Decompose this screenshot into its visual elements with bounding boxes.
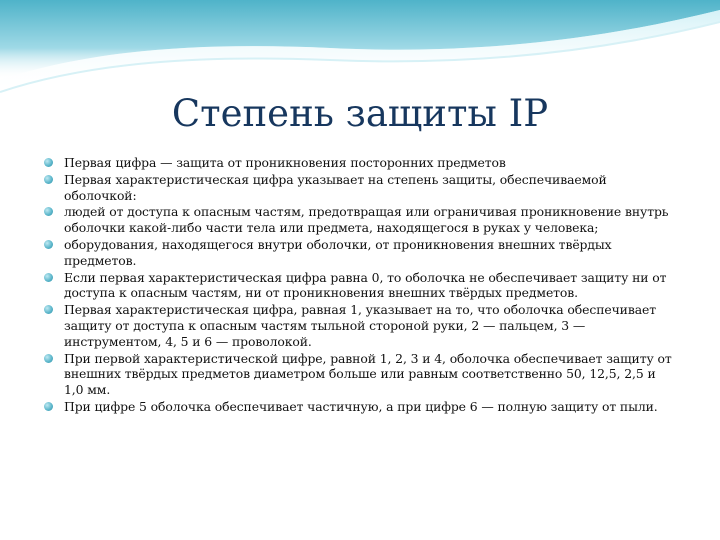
list-item-text: оборудования, находящегося внутри оболочки, от проникновения внешних твёрдых предметов. — [64, 236, 612, 268]
list-item-text: людей от доступа к опасным частям, предотвращая или ограничивая проникновение внутрь оболочки какой-либо части тела или предмета, находящегося в руках у человека; — [64, 204, 669, 236]
list-item — [42, 237, 672, 269]
list-item — [42, 155, 672, 171]
list-item-text: При цифре 5 оболочка обеспечивает частичную, а при цифре 6 — полную защиту от пыли. — [64, 398, 658, 414]
list-item — [42, 204, 672, 236]
round-bullet-icon — [44, 402, 53, 411]
bullet-list — [42, 155, 672, 416]
list-item — [42, 351, 672, 398]
round-bullet-icon — [44, 175, 53, 184]
round-bullet-icon — [44, 240, 53, 249]
list-item — [42, 270, 672, 302]
list-item-text: Первая цифра — защита от проникновения посторонних предметов — [64, 155, 506, 170]
round-bullet-icon — [44, 305, 53, 314]
list-item — [42, 399, 672, 415]
list-item-text: Если первая характеристическая цифра равна 0, то оболочка не обеспечивает защиту ни от доступа к опасным частям, ни от проникновения внешних твёрдых предметов. — [64, 269, 667, 301]
round-bullet-icon — [44, 354, 53, 363]
slide-title: Степень защиты IP — [171, 92, 549, 135]
list-item-text: При первой характеристической цифре, равной 1, 2, 3 и 4, оболочка обеспечивает защиту от внешних твёрдых предметов диаметром больше или равным соответственно 50, 12,5, 2,5 и 1,0 мм. — [64, 350, 672, 398]
list-item-text: Первая характеристическая цифра, равная 1, указывает на то, что оболочка обеспечивает защиту от доступа к опасным частям тыльной стороной руки, 2 — пальцем, 3 — инструментом, 4, 5 и 6 — проволокой. — [64, 302, 656, 349]
round-bullet-icon — [44, 207, 53, 216]
round-bullet-icon — [44, 158, 53, 167]
round-bullet-icon — [44, 273, 53, 282]
list-item — [42, 302, 672, 349]
list-item — [42, 172, 672, 204]
list-item-text: Первая характеристическая цифра указывает на степень защиты, обеспечиваемой оболочкой: — [64, 171, 607, 203]
